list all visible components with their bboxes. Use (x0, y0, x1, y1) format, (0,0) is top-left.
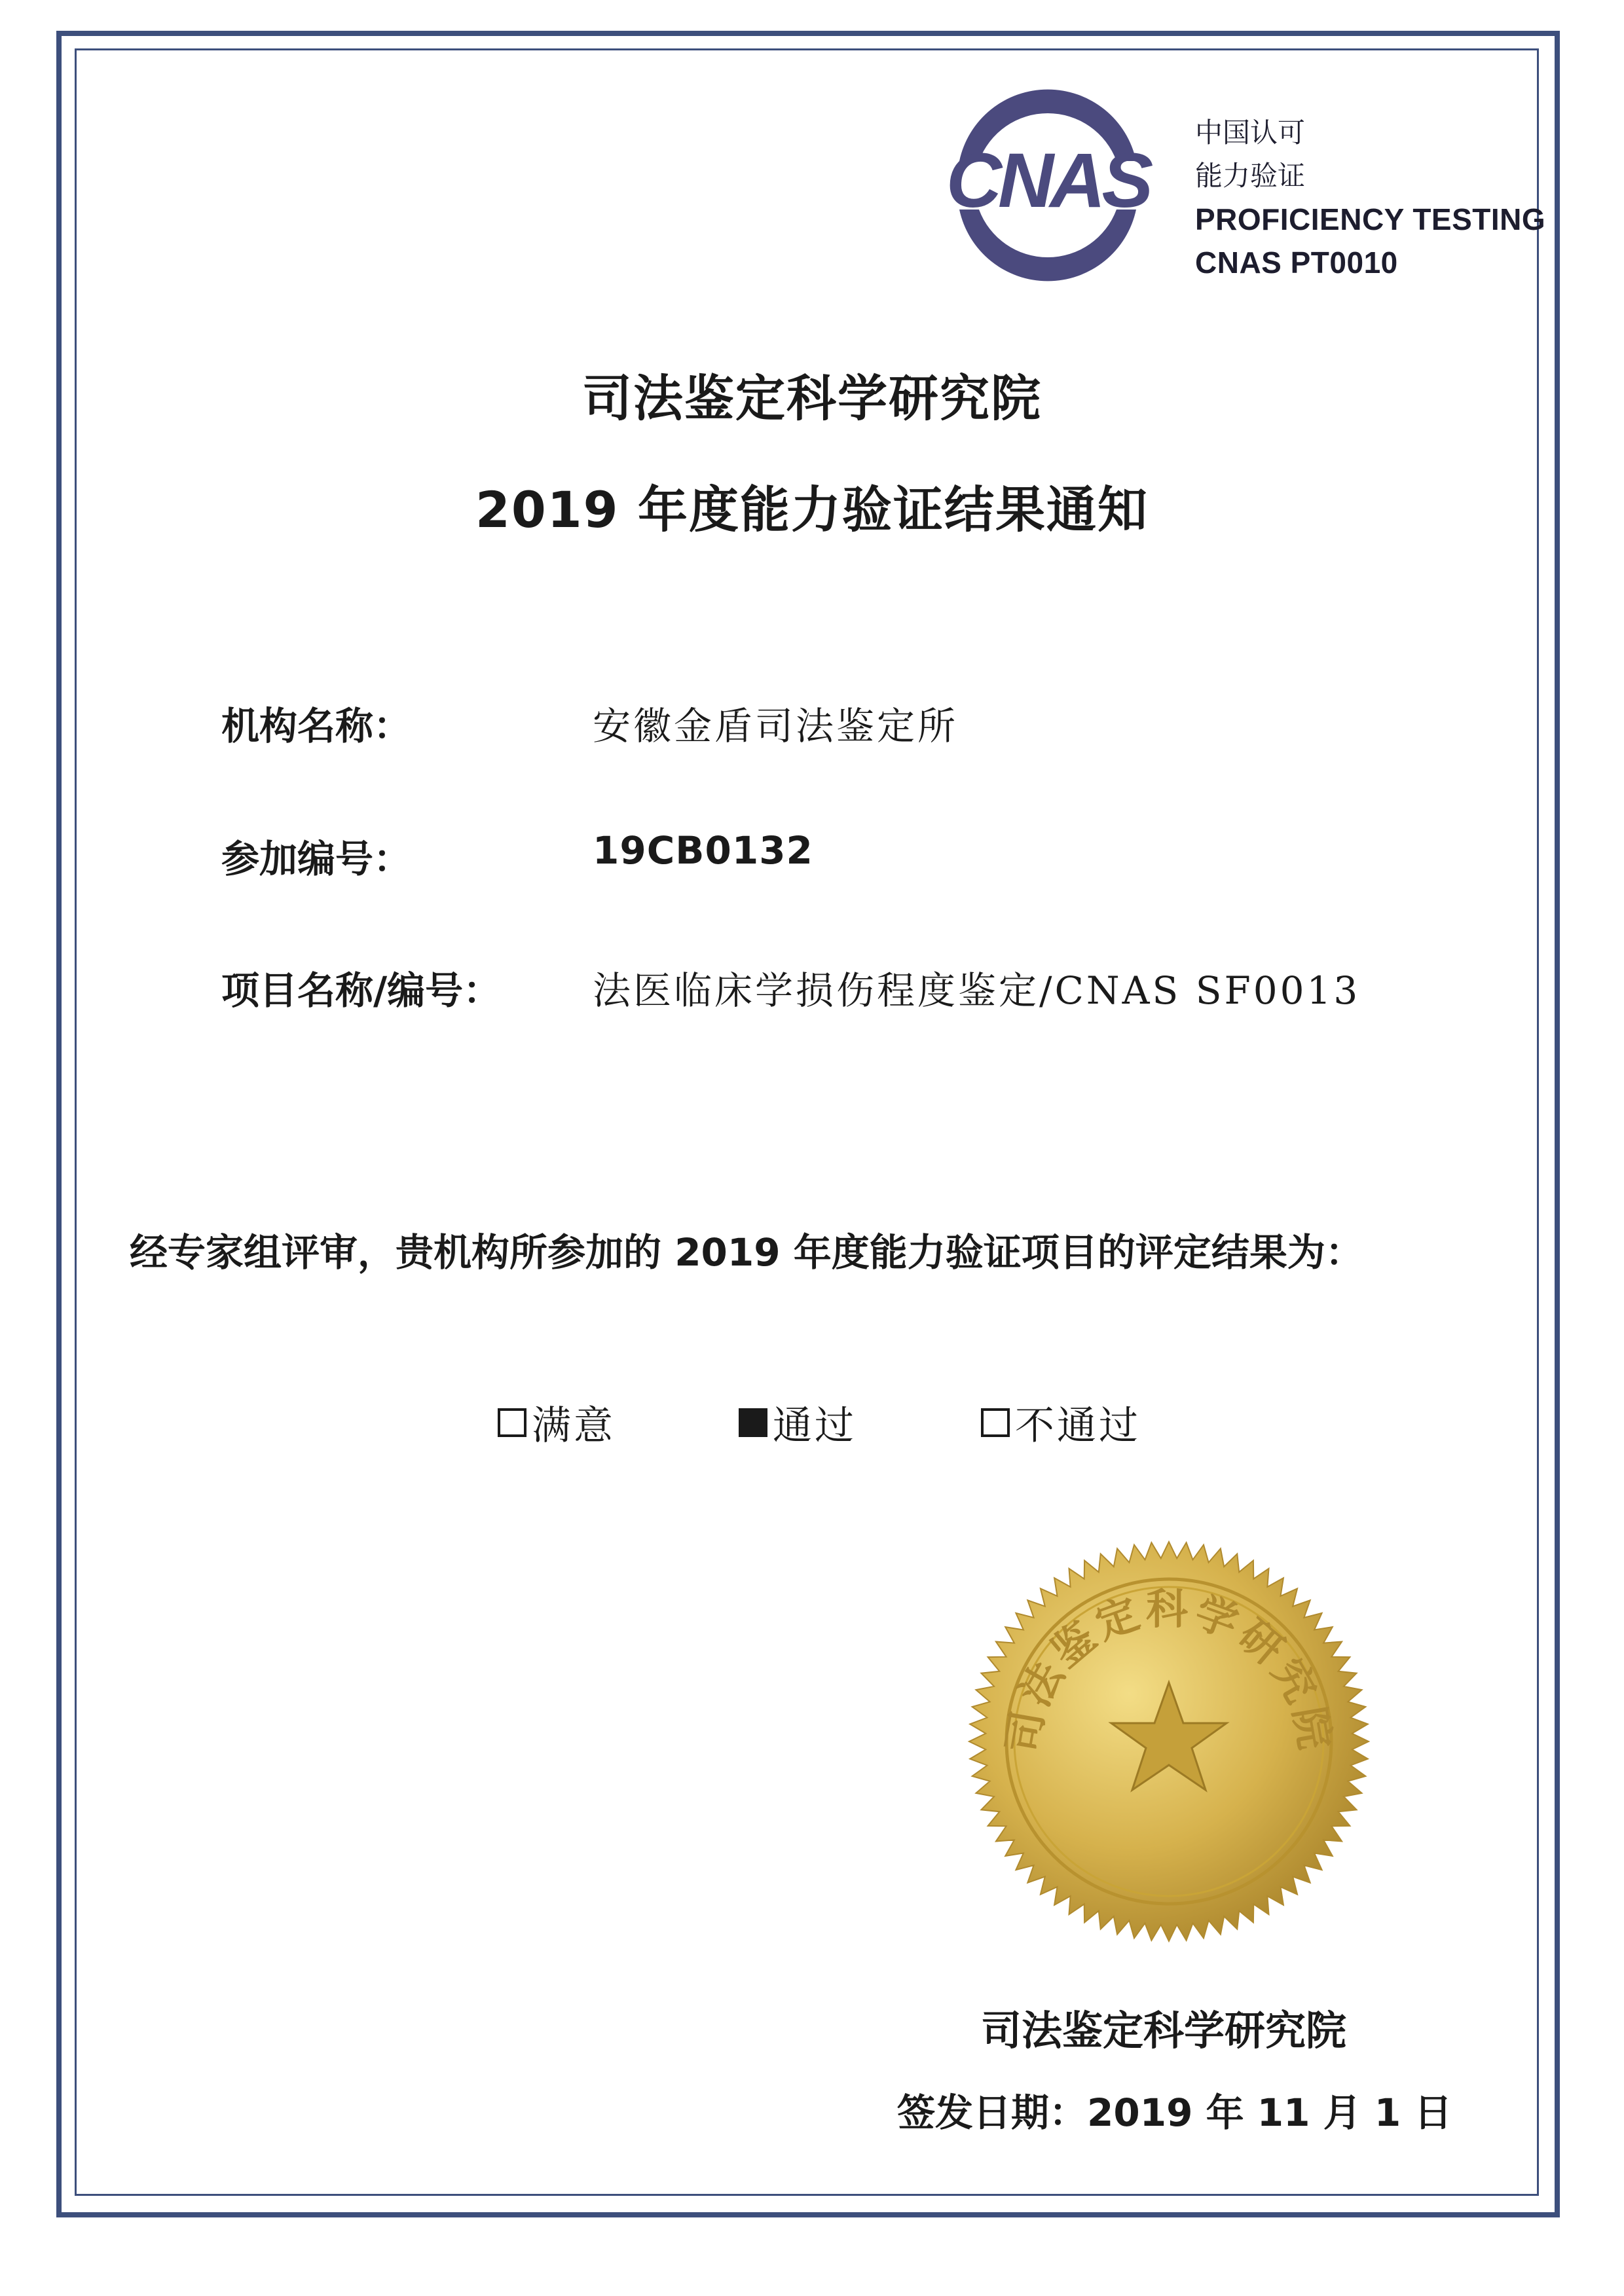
participant-number-value: 19CB0132 (593, 828, 813, 873)
issue-date: 签发日期：2019 年 11 月 1 日 (897, 2090, 1452, 2135)
option-satisfactory (498, 1394, 616, 1451)
issuer-name: 司法鉴定科学研究院 (981, 2007, 1347, 2054)
participant-number-label: 参加编号： (221, 837, 412, 881)
logo-text-cn-1: 中国认可 (1195, 117, 1306, 149)
cnas-logo-block (933, 84, 1555, 287)
option-label: 通过 (773, 1403, 857, 1449)
project-label: 项目名称/编号： (221, 968, 502, 1013)
option-fail (981, 1394, 1141, 1451)
option-label: 满意 (532, 1403, 616, 1449)
option-pass (739, 1394, 857, 1451)
option-label: 不通过 (1015, 1403, 1141, 1449)
checkbox-empty-icon (981, 1408, 1010, 1437)
document-title-line1: 司法鉴定科学研究院 (582, 369, 1042, 428)
checkbox-filled-icon (739, 1408, 767, 1437)
evaluation-statement: 经专家组评审，贵机构所参加的 2019 年度能力验证项目的评定结果为： (130, 1230, 1363, 1275)
gold-seal-icon (966, 1539, 1372, 1944)
svg-text:CNAS: CNAS (946, 137, 1150, 224)
institution-value: 安徽金盾司法鉴定所 (593, 704, 959, 748)
cnas-logo-icon (933, 84, 1162, 287)
logo-text-en-2: CNAS PT0010 (1195, 246, 1398, 280)
institution-label: 机构名称： (221, 704, 412, 748)
document-title-line2: 2019 年度能力验证结果通知 (475, 481, 1149, 539)
svg-text:司法鉴定科学研究院: 司法鉴定科学研究院 (997, 1585, 1340, 1757)
logo-text-en-1: PROFICIENCY TESTING (1195, 202, 1546, 236)
checkbox-empty-icon (498, 1408, 526, 1437)
logo-text-cn-2: 能力验证 (1195, 160, 1306, 192)
project-value: 法医临床学损伤程度鉴定/CNAS SF0013 (593, 968, 1361, 1013)
